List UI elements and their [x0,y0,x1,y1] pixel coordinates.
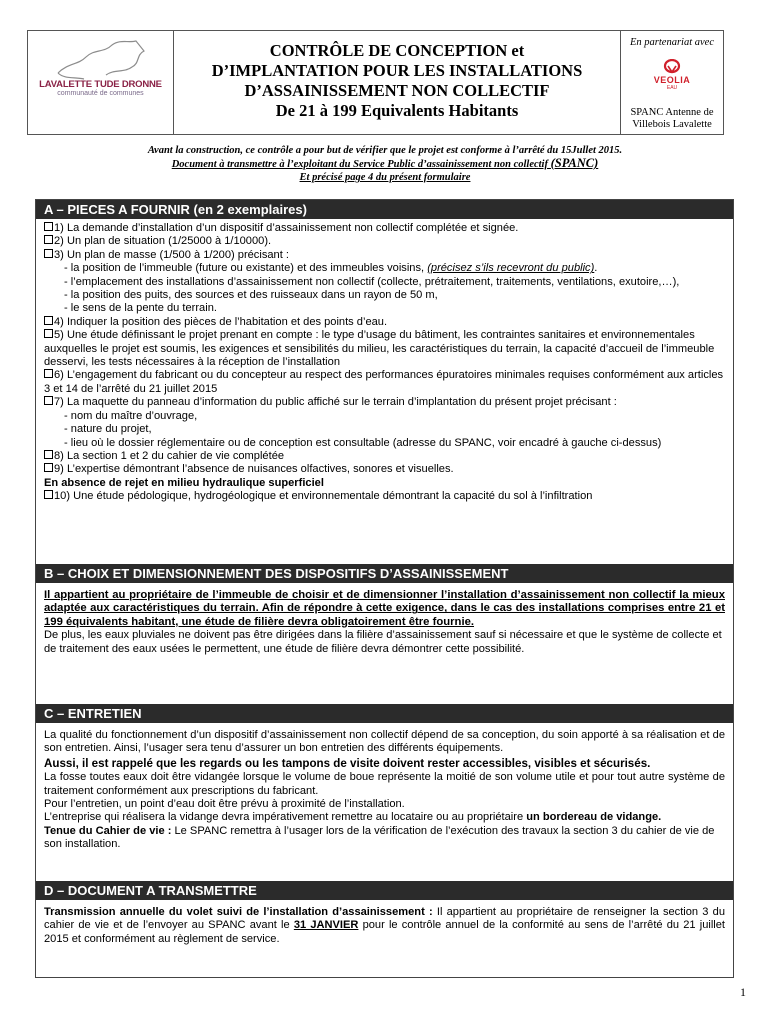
map-outline-icon [28,33,173,83]
section-c-header: C – ENTRETIEN [36,704,733,723]
intro-line-2-text: Document à transmettre à l’exploitant du Service Public d’assainissement non collectif [171,159,548,170]
checkbox-icon[interactable] [44,463,53,472]
intro-line-3: Et précisé page 4 du présent formulaire [299,172,471,183]
checkbox-icon[interactable] [44,249,53,258]
item-5: 5) Une étude définissant le projet prenant en compte : le type d’usage du bâtiment, les contraintes sanitaires et environnementales auxquelles le projet est soumis, les exigences et sensibilités du milieu, les caractéristiques du terrain, la capacité d’accueil de l’immeuble desservi, les tests nécessaires à la réception de l’installation [44,329,715,369]
form-box [35,199,734,978]
item-7: 7) La maquette du panneau d’information du public affiché sur le terrain d’implantation du présent projet précisant : [44,396,725,409]
checkbox-icon[interactable] [44,235,53,244]
section-a-header: A – PIECES A FOURNIR (en 2 exemplaires) [36,200,733,219]
section-c-content [36,723,733,881]
checkbox-icon[interactable] [44,490,53,499]
logo-name: LAVALETTE TUDE DRONNE [39,79,162,90]
section-c-para-3: La fosse toutes eaux doit être vidangée lorsque le volume de boue représente la moitié de son volume utile et pour tout autre système de traitement conformément aux prescriptions du fabricant. [44,771,725,797]
item-3: 3) Un plan de masse (1/500 à 1/200) précisant : [44,249,725,262]
checkbox-icon[interactable] [44,369,53,378]
veolia-icon [662,59,682,75]
title-line-3: D’ASSAINISSEMENT NON COLLECTIF [244,81,550,100]
item-6: 6) L’engagement du fabricant ou du concepteur au respect des performances épuratoires minimales requises conformément aux articles 3 et 14 de l’arrêté du 21 juillet 2015 [44,369,724,395]
item-7-b: - nature du projet, [64,423,152,436]
veolia-sub: EAU [666,85,678,91]
section-a-content [36,219,733,564]
page-number: 1 [740,985,746,999]
item-7-c: - lieu où le dossier réglementaire ou de conception est consultable (adresse du SPANC, voir encadré à gauche ci-dessus) [64,436,662,449]
section-b-header: B – CHOIX ET DIMENSIONNEMENT DES DISPOSITIFS D’ASSAINISSEMENT [36,564,733,583]
document-title [174,31,621,134]
section-c-para-4: Pour l’entretien, un point d’eau doit être prévu à proximité de l’installation. [44,798,405,811]
section-c-para-2: Aussi, il est rappelé que les regards ou les tampons de visite doivent rester accessibles, visibles et sécurisés. [44,756,651,770]
item-3-a: - la position de l’immeuble (future ou existante) et des immeubles voisins, (précisez s’ils recevront du public). [64,262,598,275]
checkbox-icon[interactable] [44,329,53,338]
no-discharge-heading: En absence de rejet en milieu hydraulique superficiel [44,476,324,489]
section-c-para-5: L’entreprise qui réalisera la vidange devra impérativement remettre au locataire ou au propriétaire un bordereau de vidange. [44,811,662,824]
checkbox-icon[interactable] [44,450,53,459]
header-box [27,30,724,135]
item-3-c: - la position des puits, des sources et des ruisseaux dans un rayon de 50 m, [64,289,438,302]
title-line-1: CONTRÔLE DE CONCEPTION et [269,41,525,60]
veolia-logo [621,59,723,91]
section-b-para-1: Il appartient au propriétaire de l’immeuble de choisir et de dimensionner l’installation d’assainissement non collectif la mieux adaptée aux caractéristiques du terrain. Afin de répondre à cette exigence, dans le cas des installations comprises entre 21 et 199 équivalents habitant, une étude de filière devra obligatoirement être fournie. [44,589,725,628]
antenne-label [621,107,723,131]
title-line-4: De 21 à 199 Equivalents Habitants [275,101,519,120]
item-3-b: - l’emplacement des installations d’assainissement non collectif (collecte, prétraitement, traitements, ventilations, exutoire,…), [64,275,680,288]
item-8: 8) La section 1 et 2 du cahier de vie complétée [44,450,725,463]
section-b-content [36,583,733,704]
checkbox-icon[interactable] [44,316,53,325]
section-c-para-1: La qualité du fonctionnement d’un dispositif d’assainissement non collectif dépend de sa conception, du soin apporté à sa réalisation et de son entretien. Ainsi, l’usager sera tenu d’assurer un bon entretien des différents équipements. [44,729,725,755]
partner-label: En partenariat avec [630,37,714,48]
intro-line-2-spanc: (SPANC) [550,156,599,170]
checkbox-icon[interactable] [44,222,53,231]
item-1: 1) La demande d’installation d’un dispositif d’assainissement non collectif complétée et signée. [44,222,725,235]
title-line-2: D’IMPLANTATION POUR LES INSTALLATIONS [211,61,583,80]
section-c-para-6: Tenue du Cahier de vie : Le SPANC remettra à l’usager lors de la vérification de l’exécution des travaux la section 3 du cahier de vie de son installation. [44,824,715,851]
checkbox-icon[interactable] [44,396,53,405]
intro-line-2 [0,157,770,171]
partner-area [621,31,723,134]
item-3-d: - le sens de la pente du terrain. [64,302,217,315]
item-7-a: - nom du maître d’ouvrage, [64,409,198,422]
section-b-para-2: De plus, les eaux pluviales ne doivent pas être dirigées dans la filière d’assainissement sauf si nécessaire et que le système de collecte et de traitement des eaux usées le permettent, une étude de filière devra démontrer cette possibilité. [44,629,722,655]
item-9: 9) L’expertise démontrant l’absence de nuisances olfactives, sonores et visuelles. [44,463,725,476]
item-2: 2) Un plan de situation (1/25000 à 1/10000). [44,235,725,248]
intro-line-1: Avant la construction, ce contrôle a pour but de vérifier que le projet est conforme à l’arrêté du 15Jullet 2015. [147,145,623,156]
section-d-content [36,900,733,946]
section-d-header: D – DOCUMENT A TRANSMETTRE [36,881,733,900]
veolia-name: VEOLIA [653,75,691,85]
antenne-line-2: Villebois Lavalette [632,119,712,130]
item-4: 4) Indiquer la position des pièces de l’habitation et des points d’eau. [44,316,725,329]
section-d-para: Transmission annuelle du volet suivi de l’installation d’assainissement : Il appartient au propriétaire de renseigner la section 3 du cahier de vie et de l’envoyer au SPANC avant le 31 JANVIER pour le contrôle annuel de la conformité au sens de l’arrêté du 21 juillet 2015 et conformément au règlement de service. [44,906,726,945]
logo-area [28,31,174,134]
logo-subtitle: communauté de communes [57,90,144,97]
antenne-line-1: SPANC Antenne de [630,107,714,118]
item-10: 10) Une étude pédologique, hydrogéologique et environnementale démontrant la capacité du sol à l’infiltration [44,490,725,503]
